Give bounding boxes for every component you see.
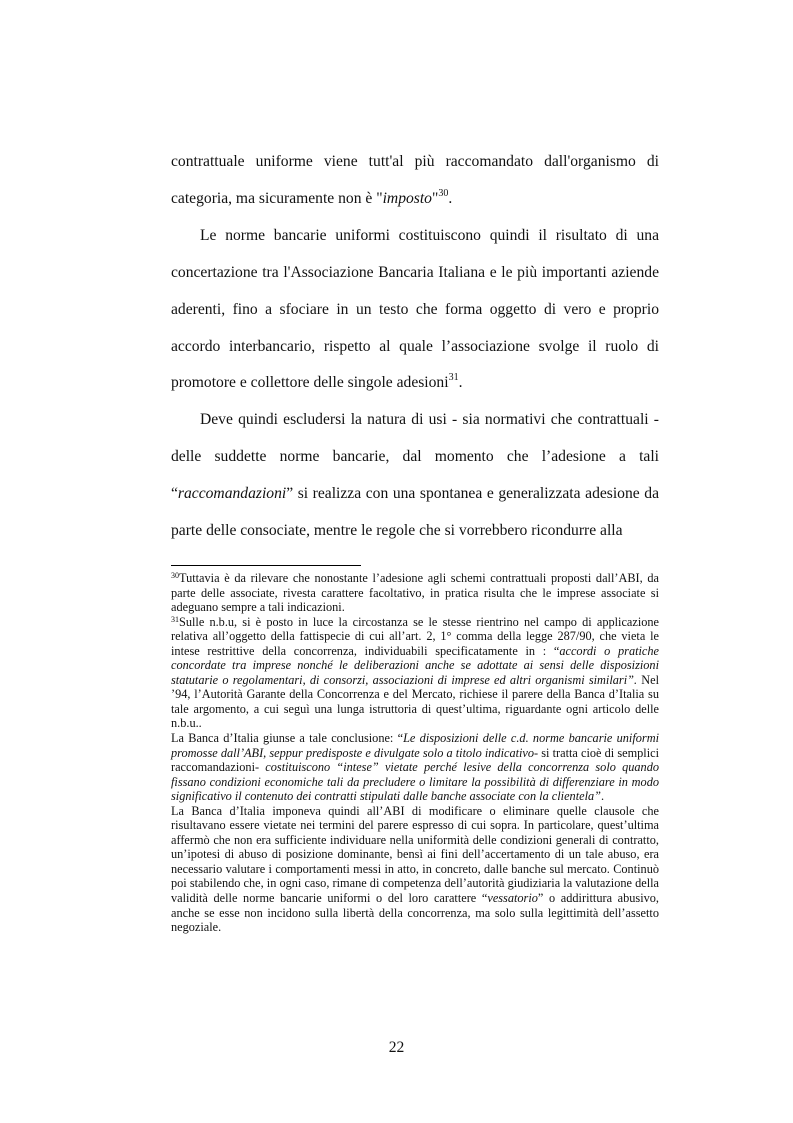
paragraph-3 (171, 402, 659, 550)
footnote-ref-31[interactable]: 31 (448, 372, 459, 384)
footnotes (171, 571, 659, 935)
paragraph-1-emphasis: imposto (382, 189, 432, 207)
footnote-ref-30[interactable]: 30 (438, 187, 449, 199)
footnote-30 (171, 571, 659, 615)
footnote-31 (171, 615, 659, 731)
footnote-31-p2-text-2: si tratta cioè di semplici raccomandazioni- (171, 745, 659, 775)
footnote-31-paragraph-2 (171, 731, 659, 804)
footnote-31-p2-tail: . (600, 789, 605, 804)
paragraph-1-tail: . (448, 189, 453, 207)
footnote-31-paragraph-3 (171, 804, 659, 935)
footnote-31-text-cont: Nel ’94, l’Autorità Garante della Concorrenza e del Mercato, richiese il parere della Banca d’Italia su tale argomento, a cui seguì una lunga istruttoria di quest’ultima, riguardante ogni articolo delle n.b.u.. (171, 672, 659, 731)
footnote-31-p2-text: La Banca d’Italia giunse a tale conclusione: “ (171, 731, 404, 746)
footnote-31-p2-quote-1: Le disposizioni delle c.d. norme bancarie uniformi promosse dall’ABI, seppur predisposte e divulgate solo a titolo indicativo- (171, 731, 659, 760)
footnote-30-number: 30 (171, 571, 179, 580)
footnote-30-text: Tuttavia è da rilevare che nonostante l’adesione agli schemi contrattuali proposti dall’ABI, da parte delle associate, rivesta carattere facoltativo, in pratica risulta che le imprese associate si adeguano sempre a tali indicazioni. (171, 571, 659, 615)
footnote-31-text: Sulle n.b.u, si è posto in luce la circostanza se le stesse rientrino nel campo di applicazione relativa all’oggetto della fattispecie di cui all’art. 2, 1° comma della legge 287/90, che vieta le intese restrittive della concorrenza, individuabili specificatamente in : “ (171, 614, 659, 658)
footnote-31-p2-quote-2: costituiscono “intese” vietate perché lesive della concorrenza solo quando fissano condizioni economiche tali da precludere o limitare la possibilità di differenziare in modo significativo il contenuto dei contratti stipulati dalle banche associate con la clientela” (171, 760, 660, 804)
main-text (171, 144, 659, 550)
paragraph-1-text: contrattuale uniforme viene tutt'al più raccomandato dall'organismo di categoria, ma sicuramente non è " (171, 153, 659, 207)
paragraph-2-tail: . (458, 374, 463, 392)
footnote-31-quote: accordi o pratiche concordate tra imprese nonché le deliberazioni anche se adottate ai sensi delle disposizioni statutarie o regolamentari, di consorzi, associazioni di imprese ed altri organismi similari”. (171, 643, 659, 687)
footnote-31-number: 31 (171, 614, 179, 624)
paragraph-1 (171, 144, 659, 218)
paragraph-3-text-cont: ” si realizza con una spontanea e generalizzata adesione da parte delle consociate, mentre le regole che si vorrebbero ricondurre alla (171, 485, 659, 540)
page-number: 22 (388, 1039, 405, 1056)
paragraph-1-quote: " (431, 189, 439, 207)
paragraph-3-emphasis: raccomandazioni (177, 485, 287, 503)
footnote-31-p3-emphasis: vessatorio (487, 891, 538, 906)
paragraph-2 (171, 218, 659, 403)
footnote-31-p3-text-2: ” o addirittura abusivo, anche se esse non incidono sulla libertà della concorrenza, ma solo sulla legittimità dell’assetto negoziale. (171, 891, 659, 935)
footnote-separator (171, 565, 361, 566)
paragraph-3-text: Deve quindi escludersi la natura di usi - sia normativi che contrattuali - delle suddette norme bancarie, dal momento che l’adesione a tali “ (171, 411, 659, 503)
paragraph-2-text: Le norme bancarie uniformi costituiscono quindi il risultato di una concertazione tra l'Associazione Bancaria Italiana e le più importanti aziende aderenti, fino a sfociare in un testo che forma oggetto di vero e proprio accordo interbancario, rispetto al quale l’associazione svolge il ruolo di promotore e collettore delle singole adesioni (171, 226, 659, 392)
footnote-31-p3-text: La Banca d’Italia imponeva quindi all’ABI di modificare o eliminare quelle clausole che risultavano essere vietate nei termini del parere espresso di cui sopra. In particolare, quest’ultima affermò che non era sufficiente individuare nella uniformità delle condizioni generali di contratto, un’ipotesi di abuso di posizione dominante, bensì ai fini dell’accertamento di un tale abuso, era necessario valutare i comportamenti messi in atto, in concreto, dalle banche sul mercato. Continuò poi stabilendo che, in ogni caso, rimane di competenza dell’autorità giudiziaria la valutazione della validità delle norme bancarie uniformi o del loro carattere “ (171, 803, 659, 906)
